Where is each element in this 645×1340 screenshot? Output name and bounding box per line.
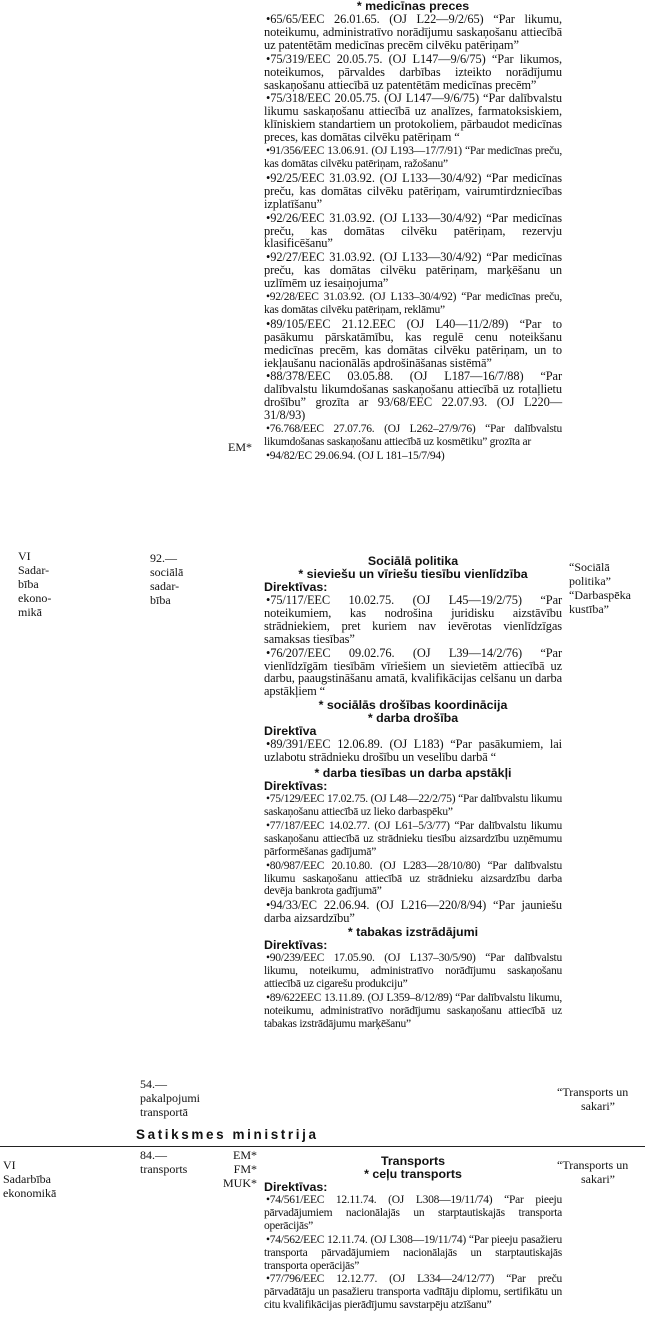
- directive-entry: •75/319/EEC 20.05.75. (OJ L147—9/6/75) “Par likumos, noteikumos, pārvaldes darbības izteikto norādījumu saskaņošanu attiecībā uz patentētām medicīnas precēm”: [264, 51, 562, 92]
- area-line: sakari”: [581, 1099, 615, 1113]
- label-direktivas: Direktīvas:: [264, 1180, 328, 1194]
- area-line: “Darbaspēka: [569, 588, 631, 602]
- directive-entry: •74/562/EEC 12.11.74. (OJ L308—19/11/74) “Par pieeju pasažieru transporta pārvadājumiem nacionālajās un starptautiskajās transporta operācijās”: [264, 1233, 562, 1272]
- ministry-code: EM*: [233, 1148, 257, 1162]
- ministry-title: Satiksmes ministrija: [136, 1127, 319, 1142]
- social-policy-section: [264, 555, 562, 1032]
- chapter-line: ekonomikā: [3, 1186, 57, 1200]
- chapter-line: mikā: [18, 605, 42, 619]
- article-label-transport: [140, 1077, 200, 1119]
- heading-equality: * sieviešu un vīriešu tiesību vienlīdzība: [298, 567, 528, 581]
- heading-safety: * darba drošība: [367, 711, 459, 726]
- area-line: politika”: [569, 574, 611, 588]
- chapter-line: Sadarbība: [3, 1172, 51, 1186]
- em-code: EM*: [228, 440, 252, 454]
- heading-labour: * darba tiesības un darba apstākļi: [314, 766, 512, 781]
- article-line: 92.—: [150, 551, 177, 565]
- ministry-codes: [203, 1148, 257, 1190]
- heading-road-transport: * ceļu transports: [364, 1167, 462, 1181]
- article-line: transportā: [140, 1105, 188, 1119]
- article-label: [140, 1148, 187, 1176]
- directive-entry: •89/622EEC 13.11.89. (OJ L359–8/12/89) “Par dalībvalstu likumu, noteikumu, administratīvo norādījumu saskaņošanu attiecībā uz tabakas izstrādājumu marķēšanu”: [264, 991, 562, 1030]
- heading-social-policy: Sociālā politika: [367, 554, 459, 568]
- heading-transport: Transports: [380, 1154, 446, 1168]
- directive-entry: •76.768/EEC 27.07.76. (OJ L262–27/9/76) “Par dalībvalstu likumdošanas saskaņošanu attiecībā uz kosmētiku” grozīta ar: [264, 423, 562, 448]
- directive-entry: •76/207/EEC 09.02.76. (OJ L39—14/2/76) “Par vienlīdzīgām tiesībām vīriešiem un sievietēm attiecībā uz darbu, paaugstināšanu amatā, kvalifikācijas celšanu un darba apstākļiem “: [264, 645, 562, 699]
- area-line: kustība”: [569, 602, 609, 616]
- area-label: [557, 1158, 628, 1186]
- chapter-label: [3, 1158, 56, 1200]
- directive-entry: •75/318/EEC 20.05.75. (OJ L147—9/6/75) “Par dalībvalstu likumu saskaņošanu attiecībā uz analīzes, farmatoksiskiem, klīniskiem standartiem un protokoliem, pārbaudot medicīnas preces, kas domātas cilvēku patēriņam “: [264, 91, 562, 145]
- article-line: sadar-: [150, 579, 180, 593]
- article-line: sociālā: [150, 565, 184, 579]
- directive-entry: •94/33/EC 22.06.94. (OJ L216—220/8/94) “Par jauniešu darba aizsardzību”: [264, 898, 562, 926]
- medicines-section: [264, 0, 562, 464]
- area-label: [569, 560, 631, 616]
- label-direktiva: Direktīva: [264, 724, 317, 739]
- label-direktivas: Direktīvas:: [264, 938, 328, 953]
- directive-entry: •90/239/EEC 17.05.90. (OJ L137–30/5/90) “Par dalībvalstu likumu, noteikumu, administratīvo norādījumu saskaņošanu attiecībā uz cigarešu produkciju”: [264, 952, 562, 990]
- chapter-line: VI: [3, 1158, 16, 1172]
- chapter-line: ekono-: [18, 591, 52, 605]
- directive-entry: •75/117/EEC 10.02.75. (OJ L45—19/2/75) “Par noteikumiem, kas nodrošina juridisku aizstāvību strādniekiem, pret kuriem nav ievērotas vienlīdzīgas samaksas tiesības”: [264, 593, 562, 646]
- directive-entry: •75/129/EEC 17.02.75. (OJ L48—22/2/75) “Par dalībvalstu likumu saskaņošanu attiecībā uz lieko darbaspēku”: [264, 793, 562, 818]
- chapter-line: bība: [18, 577, 39, 591]
- area-line: “Transports un: [557, 1085, 629, 1099]
- label-direktivas: Direktīvas:: [264, 779, 328, 794]
- ministry-code: FM*: [233, 1162, 257, 1176]
- directive-entry: •92/25/EEC 31.03.92. (OJ L133—30/4/92) “Par medicīnas preču, kas domātas cilvēku patēriņam, vairumtirdzniecības izplatīšanu”: [264, 170, 562, 211]
- directive-entry: •80/987/EEC 20.10.80. (OJ L283—28/10/80) “Par dalībvalstu likumu saskaņošanu attiecībā uz strādnieku aizsardzību darba devēja bankrota gadījumā”: [264, 859, 562, 898]
- directive-entry: •77/187/EEC 14.02.77. (OJ L61–5/3/77) “Par dalībvalstu likumu saskaņošanu attiecībā uz strādnieku tiesību aizsardzību uzņēmumu pārformēšanas gadījumā”: [264, 819, 562, 858]
- article-line: pakalpojumi: [140, 1091, 200, 1105]
- directive-entry: •94/82/EC 29.06.94. (OJ L 181–15/7/94): [266, 449, 445, 462]
- article-label: [150, 551, 183, 607]
- directive-entry: •77/796/EEC 12.12.77. (OJ L334—24/12/77) “Par preču pārvadātāju un pasažieru transporta vadītāju diplomu, sertifikātu un citu kvalifikācijas pierādījumu savstarpēju atzīšanu”: [264, 1273, 562, 1312]
- heading-medicinas: * medicīnas preces: [356, 0, 470, 13]
- heading-tobacco: * tabakas izstrādājumi: [347, 925, 479, 940]
- directive-entry: •74/561/EEC 12.11.74. (OJ L308—19/11/74) “Par pieeju pārvadājumiem nacionālajās un starptautiskajās transporta operācijās”: [264, 1194, 562, 1232]
- label-direktivas: Direktīvas:: [264, 580, 328, 594]
- area-line: sakari”: [581, 1172, 615, 1186]
- area-line: “Sociālā: [569, 560, 610, 574]
- article-line: bība: [150, 593, 171, 607]
- chapter-line: Sadar-: [18, 563, 50, 577]
- chapter-line: VI: [18, 549, 31, 563]
- directive-entry: •88/378/EEC 03.05.88. (OJ L187—16/7/88) “Par dalībvalstu likumdošanas saskaņošanu attiecībā uz rotaļlietu drošību” grozīta ar 93/68/EEC 22.07.93. (OJ L220—31/8/93): [264, 369, 562, 423]
- directive-entry: •89/391/EEC 12.06.89. (OJ L183) “Par pasākumiem, lai uzlabotu strādnieku drošību un veselību darbā “: [264, 737, 562, 765]
- article-number: 84.—: [140, 1148, 167, 1162]
- divider: [0, 1146, 645, 1147]
- ministry-code: MUK*: [222, 1176, 257, 1190]
- heading-coordination: * sociālās drošības koordinācija: [318, 698, 508, 713]
- directive-entry: •92/26/EEC 31.03.92. (OJ L133—30/4/92) “Par medicīnas preču, kas domātas cilvēku patēriņam, rezervju klasificēšanu”: [264, 210, 562, 251]
- article-line: 54.—: [140, 1077, 167, 1091]
- chapter-label: [18, 549, 51, 619]
- directive-entry: •91/356/EEC 13.06.91. (OJ L193—17/7/91) “Par medicīnas preču, kas domātas cilvēku patēriņam, ražošanu”: [264, 145, 562, 170]
- directive-entry: •92/28/EEC 31.03.92. (OJ L133–30/4/92) “Par medicīnas preču, kas domātas cilvēku patēriņam, reklāmu”: [264, 291, 562, 316]
- transport-section: [264, 1155, 562, 1313]
- area-line: “Transports un: [557, 1158, 629, 1172]
- directive-entry: •65/65/EEC 26.01.65. (OJ L22—9/2/65) “Par likumu, noteikumu, administratīvo norādījumu saskaņošanu attiecībā uz patentētām medicīnas precēm cilvēku patēriņam”: [264, 12, 562, 52]
- area-label-transport: [557, 1085, 628, 1113]
- directive-entry: •92/27/EEC 31.03.92. (OJ L133—30/4/92) “Par medicīnas preču, kas domātas cilvēku patēriņam, marķēšanu un uzlīmēm uz iesaiņojuma”: [264, 250, 562, 291]
- directive-entry: •89/105/EEC 21.12.EEC (OJ L40—11/2/89) “Par to pasākumu pārskatāmību, kas regulē cenu noteikšanu medicīnas precēm, kas domātas cilvēku patēriņam, un to iekļaušanu nacionālās apdrošināšanas sistēmā”: [264, 316, 562, 370]
- article-subject: transports: [140, 1162, 188, 1176]
